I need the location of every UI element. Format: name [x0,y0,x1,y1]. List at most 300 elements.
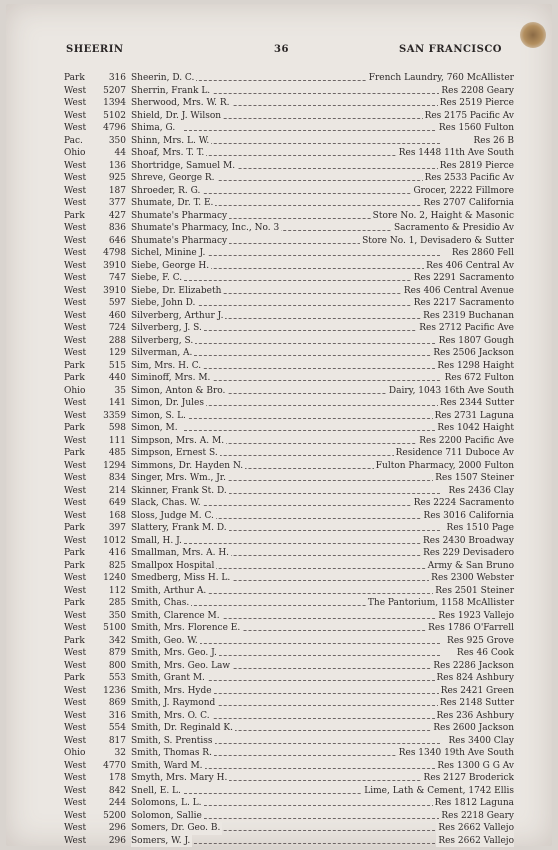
directory-entry [64,497,514,510]
entry-address: French Laundry, 760 McAllister [368,73,514,83]
entry-exchange: West [64,835,87,846]
entry-address: Res 2217 Sacramento [413,298,514,308]
entry-phone-number: 834 [108,473,126,483]
dotted-leader [184,405,440,406]
entry-name: Solomons, L. L. [131,798,202,808]
entry-exchange: West [64,660,87,671]
entry-name: Shumate, Dr. T. E. [131,198,214,208]
entry-address: Res 406 Central Av [426,260,514,271]
entry-exchange: West [64,435,87,446]
entry-exchange: West [64,335,87,346]
page-number: 36 [274,44,289,55]
directory-entry [64,535,514,548]
entry-address: Res 3400 Clay [448,735,514,746]
entry-exchange: Park [64,635,85,646]
entry-exchange: West [64,648,87,658]
dotted-leader [184,818,440,819]
directory-entry [64,72,514,85]
entry-exchange: Park [64,360,85,371]
entry-name: Silverberg, J. S. [131,323,202,333]
entry-name: Smith, Geo. W. [131,635,198,646]
entry-address: Res 925 Grove [447,635,514,646]
entry-name: Simon, M. [131,423,178,433]
dotted-leader [184,568,440,569]
entry-name: Snell, E. L. [131,785,181,796]
dotted-leader [184,543,440,544]
entry-address: Res 2712 Pacific Ave [419,323,514,333]
entry-name: Smith, J. Raymond [131,698,216,708]
entry-phone-number: 724 [108,323,126,333]
entry-phone-number: 646 [108,235,126,246]
entry-address: Res 3016 California [423,510,514,521]
dotted-leader [184,255,440,256]
entry-address: Res 229 Devisadero [423,548,514,558]
entry-phone-number: 1012 [103,535,126,546]
entry-exchange: West [64,473,87,483]
entry-exchange: Park [64,673,85,683]
directory-entry [64,810,514,823]
entry-phone-number: 214 [108,485,126,496]
dotted-leader [184,843,440,844]
dotted-leader [184,655,440,656]
entry-name: Smith, Thomas R. [131,748,212,758]
entry-phone-number: 416 [108,548,126,558]
entry-phone-number: 377 [108,198,126,208]
entry-exchange: Ohio [64,148,86,158]
directory-entry [64,147,514,160]
directory-entry [64,510,514,523]
entry-exchange: Ohio [64,748,86,758]
entry-address: Res 2218 Geary [441,810,514,821]
directory-entry [64,372,514,385]
directory-entry [64,660,514,673]
entry-phone-number: 427 [108,210,126,221]
entry-phone-number: 825 [108,560,126,571]
entry-name: Smith, Dr. Reginald K. [131,723,233,733]
entry-address: Res 2501 Steiner [435,585,514,596]
entry-exchange: West [64,510,87,521]
entry-name: Smith, Clarence M. [131,610,220,621]
directory-entry [64,760,514,773]
entry-address: Res 1507 Steiner [435,473,514,483]
header-city: SAN FRANCISCO [399,44,502,55]
entry-name: Silverman, A. [131,348,193,358]
directory-page [6,4,552,846]
entry-exchange: Park [64,548,85,558]
entry-phone-number: 3910 [103,285,126,296]
entry-name: Smyth, Mrs. Mary H. [131,773,228,783]
directory-entry [64,185,514,198]
entry-phone-number: 925 [108,173,126,183]
entry-exchange: Park [64,523,85,533]
entry-address: Res 2860 Fell [451,248,514,258]
entry-name: Siebe, Dr. Elizabeth [131,285,222,296]
directory-entry [64,160,514,173]
entry-name: Smith, Mrs. Hyde [131,685,212,696]
entry-exchange: West [64,160,87,171]
directory-entry [64,297,514,310]
entry-exchange: West [64,610,87,621]
dotted-leader [184,768,440,769]
entry-exchange: West [64,310,87,321]
dotted-leader [184,193,440,194]
directory-entry [64,572,514,585]
entry-exchange: Park [64,210,85,221]
entry-name: Smith, Ward M. [131,760,203,771]
directory-entry [64,647,514,660]
entry-name: Small, H. J. [131,535,182,546]
entry-address: Army & San Bruno [427,560,514,571]
entry-address: Res 1807 Gough [438,335,514,346]
directory-entry [64,635,514,648]
entry-exchange: West [64,248,87,258]
entry-address: Res 2300 Webster [431,573,514,583]
dotted-leader [184,343,440,344]
directory-entry [64,247,514,260]
entry-address: Res 2200 Pacific Ave [419,435,514,446]
entry-address: Res 2662 Vallejo [438,823,514,833]
dotted-leader [184,143,440,144]
directory-entry [64,685,514,698]
entry-name: Siminoff, Mrs. M. [131,373,211,383]
entry-exchange: West [64,585,87,596]
entry-phone-number: 296 [108,835,126,846]
dotted-leader [184,430,440,431]
entry-name: Somers, Dr. Geo. B. [131,823,221,833]
entry-name: Skinner, Frank St. D. [131,485,227,496]
entry-address: Store No. 2, Haight & Masonic [372,210,514,221]
entry-address: Res 2148 Sutter [439,698,514,708]
entry-phone-number: 460 [108,310,126,321]
entry-name: Simon, S. L. [131,410,186,421]
entry-name: Smallman, Mrs. A. H. [131,548,230,558]
directory-entry [64,360,514,373]
entry-exchange: Ohio [64,385,86,396]
directory-entry [64,610,514,623]
entry-name: Siebe, F. C. [131,273,183,283]
entry-exchange: West [64,185,87,196]
directory-entry [64,672,514,685]
directory-entry [64,347,514,360]
entry-phone-number: 5102 [103,110,126,121]
directory-entry [64,447,514,460]
dotted-leader [184,130,440,131]
entry-address: Res 2731 Laguna [434,410,514,421]
entry-exchange: West [64,810,87,821]
header-surname: SHEERIN [66,44,124,55]
entry-address: Res 1300 G G Av [437,760,514,771]
entry-phone-number: 316 [108,710,126,721]
entry-phone-number: 440 [108,373,126,383]
entry-exchange: West [64,85,87,96]
entry-exchange: West [64,798,87,808]
directory-entry [64,485,514,498]
entry-phone-number: 136 [108,160,126,171]
entry-address: Res 2344 Sutter [439,398,514,408]
entry-exchange: West [64,223,87,233]
entry-phone-number: 869 [108,698,126,708]
entry-phone-number: 316 [108,73,126,83]
entry-address: Grocer, 2222 Fillmore [413,185,514,196]
entry-exchange: West [64,623,87,633]
dotted-leader [184,680,440,681]
directory-entry [64,547,514,560]
entry-phone-number: 842 [108,785,126,796]
entry-address: Res 2175 Pacific Av [424,110,514,121]
entry-exchange: West [64,198,87,208]
dotted-leader [184,593,440,594]
entry-exchange: West [64,773,87,783]
directory-entry [64,85,514,98]
entry-phone-number: 285 [108,598,126,608]
entry-address: Lime, Lath & Cement, 1742 Ellis [364,785,514,796]
entry-exchange: West [64,760,87,771]
entry-address: Sacramento & Presidio Av [394,223,514,233]
entry-name: Shreve, George R. [131,173,215,183]
dotted-leader [184,718,440,719]
entry-phone-number: 515 [108,360,126,371]
directory-entry [64,410,514,423]
entry-phone-number: 485 [108,448,126,458]
entry-name: Simon, Dr. Jules [131,398,204,408]
directory-entry [64,797,514,810]
entry-exchange: West [64,98,87,108]
entry-name: Smith, Chas. [131,598,190,608]
entry-phone-number: 187 [108,185,126,196]
entry-exchange: West [64,723,87,733]
directory-entry [64,222,514,235]
directory-entry [64,322,514,335]
entry-phone-number: 178 [108,773,126,783]
directory-entry [64,97,514,110]
dotted-leader [184,280,440,281]
entry-name: Simpson, Mrs. A. M. [131,435,225,446]
entry-name: Sim, Mrs. H. C. [131,360,202,371]
entry-name: Smith, Mrs. Geo. J. [131,648,217,658]
entry-exchange: West [64,485,87,496]
entry-name: Shumate's Pharmacy, Inc., No. 3 [131,223,280,233]
entry-name: Smith, Mrs. Florence E. [131,623,241,633]
entry-name: Smedberg, Miss H. L. [131,573,231,583]
entry-phone-number: 597 [108,298,126,308]
entry-exchange: West [64,498,87,508]
entry-phone-number: 168 [108,510,126,521]
entry-name: Simon, Anton & Bro. [131,385,226,396]
entry-name: Shumate's Pharmacy [131,235,228,246]
dotted-leader [184,743,440,744]
dotted-leader [184,643,440,644]
directory-entry [64,472,514,485]
directory-entry [64,235,514,248]
directory-entry [64,722,514,735]
entry-address: Res 2291 Sacramento [413,273,514,283]
entry-address: Res 1340 19th Ave South [398,748,514,758]
entry-exchange: Park [64,598,85,608]
entry-phone-number: 4796 [103,123,126,133]
dotted-leader [184,618,440,619]
entry-name: Smith, Mrs. Geo. Law [131,660,231,671]
entry-address: Res 2519 Pierce [439,98,514,108]
entry-phone-number: 4798 [103,248,126,258]
entry-phone-number: 342 [108,635,126,646]
entry-name: Somers, W. J. [131,835,191,846]
entry-name: Sherrin, Frank L. [131,85,211,96]
entry-exchange: Park [64,560,85,571]
entry-name: Sloss, Judge M. C. [131,510,214,521]
entry-name: Simmons, Dr. Hayden N. [131,460,244,471]
entry-phone-number: 288 [108,335,126,346]
entry-name: Shima, G. [131,123,176,133]
entry-name: Smith, Mrs. O. C. [131,710,210,721]
entry-name: Singer, Mrs. Wm., Jr. [131,473,226,483]
entry-exchange: Park [64,73,85,83]
entry-address: Residence 711 Duboce Av [395,448,514,458]
entry-exchange: West [64,710,87,721]
entry-phone-number: 111 [108,435,126,446]
entry-exchange: West [64,398,87,408]
entry-phone-number: 141 [108,398,126,408]
directory-listing [64,72,514,847]
entry-address: Res 406 Central Avenue [403,285,514,296]
entry-name: Siebe, John D. [131,298,196,308]
entry-exchange: West [64,460,87,471]
directory-entry [64,785,514,798]
entry-phone-number: 3910 [103,260,126,271]
entry-address: Res 2819 Pierce [439,160,514,171]
entry-address: Res 2707 California [423,198,514,208]
entry-exchange: West [64,698,87,708]
entry-exchange: West [64,685,87,696]
entry-name: Smith, Arthur A. [131,585,207,596]
entry-address: Res 2600 Jackson [433,723,514,733]
directory-entry [64,747,514,760]
entry-address: Res 236 Ashbury [436,710,514,721]
entry-address: Res 2286 Jackson [433,660,514,671]
entry-address: Res 2436 Clay [448,485,514,496]
entry-exchange: West [64,285,87,296]
directory-entry [64,835,514,848]
entry-exchange: West [64,535,87,546]
entry-phone-number: 44 [114,148,126,158]
directory-entry [64,585,514,598]
entry-exchange: West [64,348,87,358]
entry-name: Shroeder, R. G. [131,185,201,196]
directory-entry [64,285,514,298]
entry-phone-number: 598 [108,423,126,433]
directory-entry [64,460,514,473]
entry-address: Res 26 B [473,135,514,146]
entry-name: Shumate's Pharmacy [131,210,228,221]
entry-exchange: West [64,573,87,583]
directory-entry [64,522,514,535]
entry-address: Res 1560 Fulton [438,123,514,133]
entry-phone-number: 1394 [103,98,126,108]
entry-phone-number: 5200 [103,810,126,821]
entry-name: Slattery, Frank M. D. [131,523,227,533]
directory-entry [64,197,514,210]
entry-phone-number: 112 [108,585,126,596]
entry-exchange: West [64,273,87,283]
entry-name: Sichel, Minine J. [131,248,206,258]
directory-entry [64,385,514,398]
entry-address: Res 2662 Vallejo [438,835,514,846]
directory-entry [64,172,514,185]
entry-name: Shoaf, Mrs. T. T. [131,148,205,158]
entry-name: Sherwood, Mrs. W. R. [131,98,230,108]
entry-phone-number: 244 [108,798,126,808]
directory-entry [64,397,514,410]
dotted-leader [184,380,440,381]
directory-entry [64,210,514,223]
entry-name: Solomon, Sallie [131,810,202,821]
dotted-leader [184,355,440,356]
entry-address: Res 2208 Geary [441,85,514,96]
directory-entry [64,422,514,435]
directory-entry [64,310,514,323]
entry-name: Siebe, George H. [131,260,210,271]
entry-exchange: West [64,260,87,271]
entry-phone-number: 35 [114,385,126,396]
entry-exchange: West [64,785,87,796]
entry-address: Res 2533 Pacific Av [424,173,514,183]
entry-phone-number: 836 [108,223,126,233]
entry-address: Res 2421 Green [440,685,514,696]
directory-entry [64,735,514,748]
entry-phone-number: 397 [108,523,126,533]
entry-phone-number: 296 [108,823,126,833]
dotted-leader [184,830,440,831]
entry-phone-number: 5207 [103,85,126,96]
entry-name: Slack, Chas. W. [131,498,201,508]
directory-entry [64,435,514,448]
dotted-leader [184,368,440,369]
entry-phone-number: 129 [108,348,126,358]
entry-phone-number: 4770 [103,760,126,771]
entry-address: Res 1923 Vallejo [438,610,514,621]
entry-exchange: Park [64,373,85,383]
entry-name: Smith, Grant M. [131,673,205,683]
directory-entry [64,560,514,573]
dotted-leader [184,330,440,331]
entry-name: Shortridge, Samuel M. [131,160,236,171]
directory-entry [64,135,514,148]
dotted-leader [184,805,440,806]
entry-address: Res 1786 O'Farrell [428,623,514,633]
entry-exchange: West [64,823,87,833]
entry-exchange: Pac. [64,135,83,146]
entry-phone-number: 3359 [103,410,126,421]
entry-phone-number: 879 [108,648,126,658]
dotted-leader [184,418,440,419]
entry-phone-number: 1294 [103,460,126,471]
directory-entry [64,260,514,273]
entry-phone-number: 350 [108,135,126,146]
entry-address: The Pantorium, 1158 McAllister [367,598,514,608]
directory-entry [64,272,514,285]
entry-phone-number: 32 [114,748,126,758]
entry-address: Res 1510 Page [446,523,514,533]
entry-address: Store No. 1, Devisadero & Sutter [362,235,514,246]
entry-phone-number: 800 [108,660,126,671]
page-header [6,44,552,60]
dotted-leader [184,705,440,706]
entry-name: Sheerin, D. C. [131,73,195,83]
dotted-leader [184,305,440,306]
directory-entry [64,122,514,135]
entry-address: Res 46 Cook [456,648,514,658]
dotted-leader [184,693,440,694]
entry-name: Shinn, Mrs. L. W. [131,135,210,146]
